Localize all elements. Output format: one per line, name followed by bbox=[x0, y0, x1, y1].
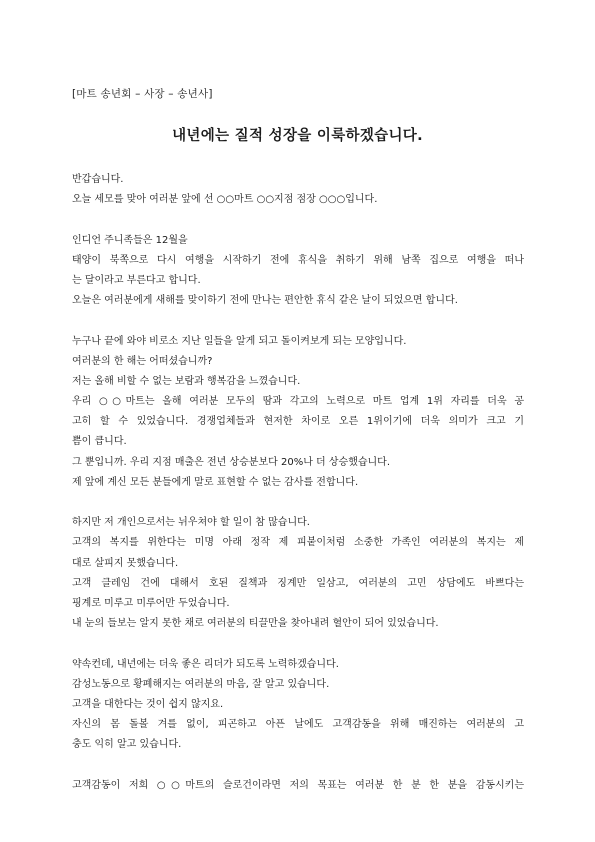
paragraph-gap bbox=[72, 755, 524, 775]
text-line: 우리 ○○마트는 올해 여러분 모두의 땀과 각고의 노력으로 마트 업계 1위 자리를 더욱 공 bbox=[72, 396, 524, 408]
text-line: 대로 살피지 못했습니다. bbox=[72, 557, 179, 569]
text-line: 인디언 주니족들은 12월을 bbox=[72, 234, 188, 246]
header-tag: [마트 송년회 – 사장 – 송년사] bbox=[72, 88, 213, 100]
text-line: 고객 클레임 건에 대해서 호된 질책과 징계만 일삼고, 여러분의 고민 상담에도 바쁘다는 bbox=[72, 577, 524, 589]
paragraph-gap bbox=[72, 493, 524, 513]
text-line: 여러분의 한 해는 어떠셨습니까? bbox=[72, 355, 213, 367]
text-line: 반갑습니다. bbox=[72, 174, 124, 185]
text-line: 저는 올해 비할 수 없는 보람과 행복감을 느꼈습니다. bbox=[72, 375, 301, 387]
text-line: 충도 익히 알고 있습니다. bbox=[72, 739, 182, 751]
text-line: 쁨이 큽니다. bbox=[72, 436, 127, 448]
page-title: 내년에는 질적 성장을 이룩하겠습니다. bbox=[172, 128, 423, 144]
text-line: 누구나 끝에 와야 비로소 지난 일들을 알게 되고 돌이켜보게 되는 모양입니다. bbox=[72, 335, 407, 347]
paragraph-gap bbox=[72, 634, 524, 654]
document-body bbox=[72, 170, 524, 796]
paragraph-gap bbox=[72, 210, 524, 230]
text-line: 감성노동으로 황폐해지는 여러분의 마음, 잘 알고 있습니다. bbox=[72, 678, 330, 690]
text-line: 오늘은 여러분에게 새해를 맞이하기 전에 만나는 편안한 휴식 같은 날이 되었으면 합니다. bbox=[72, 295, 458, 307]
paragraph-gap bbox=[72, 311, 524, 331]
text-line: 그 뿐입니까. 우리 지점 매출은 전년 상승분보다 20%나 더 상승했습니다. bbox=[72, 456, 391, 468]
text-line: 제 앞에 계신 모든 분들에게 말로 표현할 수 없는 감사를 전합니다. bbox=[72, 476, 359, 488]
text-line: 고객감동이 저희 ○○마트의 슬로건이라면 저의 목표는 여러분 한 분 한 분을 감동시키는 bbox=[72, 779, 524, 791]
text-line: 오늘 세모를 맞아 여러분 앞에 선 ○○마트 ○○지점 점장 ○○○입니다. bbox=[72, 194, 378, 206]
text-line: 핑계로 미루고 미루어만 두었습니다. bbox=[72, 597, 230, 609]
text-line: 는 달이라고 부른다고 합니다. bbox=[72, 274, 201, 286]
text-line: 약속컨데, 내년에는 더욱 좋은 리더가 되도록 노력하겠습니다. bbox=[72, 658, 339, 670]
text-line: 고객을 대한다는 것이 쉽지 않지요. bbox=[72, 698, 224, 710]
text-line: 고히 할 수 있었습니다. 경쟁업체들과 현저한 차이로 오른 1위이기에 더욱 의미가 크고 기 bbox=[72, 416, 524, 428]
text-line: 하지만 저 개인으로서는 뉘우쳐야 할 일이 참 많습니다. bbox=[72, 517, 310, 529]
text-line: 태양이 북쪽으로 다시 여행을 시작하기 전에 휴식을 취하기 위해 남쪽 집으로 여행을 떠나 bbox=[72, 254, 524, 266]
text-line: 내 눈의 들보는 알지 못한 채로 여러분의 티끌만을 찾아내려 혈안이 되어 있었습니다. bbox=[72, 618, 439, 630]
text-line: 자신의 몸 돌볼 겨를 없이, 피곤하고 아픈 날에도 고객감동을 위해 매진하는 여러분의 고 bbox=[72, 719, 524, 731]
text-line: 고객의 복지를 위한다는 미명 아래 정작 제 피붙이처럼 소중한 가족인 여러분의 복지는 제 bbox=[72, 537, 524, 549]
